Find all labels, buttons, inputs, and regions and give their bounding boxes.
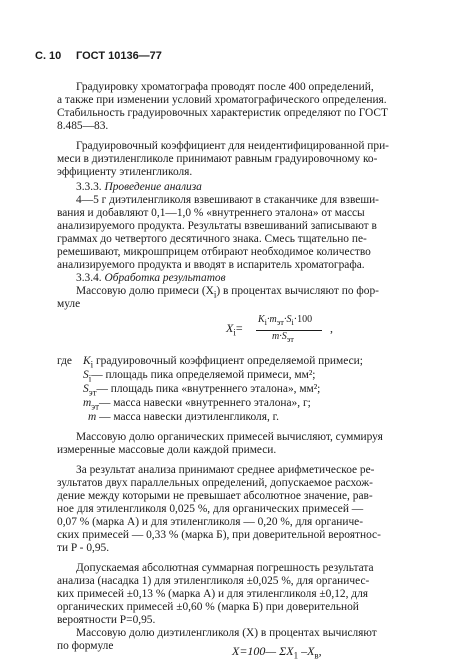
subscript: в <box>314 650 319 661</box>
subscript: эт <box>286 335 294 344</box>
formula-symbol: ·m <box>267 314 277 325</box>
where-word: где <box>57 355 72 367</box>
text-line: граммах до четвертого десятичного знака. Смесь тщательно пе- <box>57 233 367 245</box>
formula-eq: = <box>235 321 243 335</box>
page-number: С. 10 <box>35 50 62 62</box>
text-line: ских примесей — 0,33 % (марка Б), при доверительной вероятнос- <box>57 529 381 541</box>
where-row <box>83 397 311 411</box>
formula-diethyleneglycol <box>232 644 322 660</box>
text-line: вероятности P=0,95. <box>57 614 156 626</box>
subscript: i <box>233 327 236 338</box>
where-row <box>83 383 320 397</box>
text-line: За результат анализа принимают среднее арифметическое ре- <box>76 464 375 476</box>
formula-expression: –X <box>298 644 315 658</box>
where-description: — площадь пика определяемой примеси, мм²; <box>91 369 316 381</box>
text-line: органических примесей ±0,60 % (марка Б) при доверительной <box>57 601 359 613</box>
text-line: меси в диэтиленгликоле принимают равным градуировочному ко- <box>57 153 378 165</box>
text-line: зультатов двух параллельных определений, допускаемое расхож- <box>57 477 373 489</box>
subscript: i <box>264 318 267 327</box>
formula-symbol: m·S <box>272 331 287 342</box>
text-line: эффициенту этиленгликоля. <box>57 166 193 178</box>
section-title: Проведение анализа <box>104 181 202 193</box>
where-symbol: K <box>83 355 91 367</box>
subscript: 1 <box>293 650 299 661</box>
text-line: ти P - 0,95. <box>57 542 110 554</box>
subscript: эт <box>88 387 97 398</box>
where-description: — масса навески диэтиленгликоля, г. <box>96 411 279 423</box>
text-line: ремешивают, микрошприцем отбирают необходимое количество <box>57 246 371 258</box>
where-symbol: S <box>83 369 89 381</box>
text-line: Массовую долю органических примесей вычисляют, суммируя <box>76 431 383 443</box>
text-line: измеренные массовые доли каждой примеси. <box>57 444 277 456</box>
text-line: а также при изменении условий хроматографического определения. <box>57 94 387 106</box>
formula-tail: , <box>330 321 333 335</box>
formula-numerator <box>258 315 312 328</box>
text-line: Градуировочный коэффициент для неидентифицированной при- <box>76 140 389 152</box>
where-symbol: S <box>83 383 89 395</box>
subscript: i <box>88 373 92 384</box>
where-description: градуировочный коэффициент определяемой примеси; <box>93 355 363 367</box>
standard-code: ГОСТ 10136—77 <box>76 50 162 62</box>
where-row <box>83 369 315 383</box>
formula-lhs <box>226 321 243 337</box>
subscript: эт <box>91 401 100 412</box>
text-line: 8.485—83. <box>57 120 109 132</box>
text-line: анализа (насадка 1) для этиленгликоля ±0,025 %, для органичес- <box>57 575 370 587</box>
formula-symbol: X <box>226 321 234 335</box>
text-line: анализируемого продукта и вводят в испаритель хроматографа. <box>57 259 365 271</box>
text-fragment: ) в процентах вычисляют по фор- <box>216 285 379 297</box>
subscript: i <box>213 289 217 300</box>
formula-symbol: K <box>258 314 265 325</box>
subscript: i <box>291 318 294 327</box>
subscript: i <box>90 359 94 370</box>
text-line: ких примесей ±0,13 % (марка А) и для этиленгликоля ±0,12, для <box>57 588 369 600</box>
text-line: вания и добавляют 0,1—1,0 % «внутреннего эталона» от массы <box>57 207 365 219</box>
formula-symbol: ·S <box>283 314 292 325</box>
where-row <box>88 411 279 424</box>
formula-denominator <box>272 332 294 345</box>
fraction-bar <box>256 330 322 331</box>
where-description: — масса навески «внутреннего эталона», г; <box>99 397 311 409</box>
where-description: — площадь пика «внутреннего эталона», мм²; <box>96 383 321 395</box>
section-number <box>76 272 226 285</box>
section-number-text: 3.3.3. <box>76 181 102 193</box>
text-fragment: Массовую долю примеси (X <box>76 285 214 297</box>
where-row <box>83 355 363 369</box>
section-number <box>76 181 202 194</box>
text-line: муле <box>57 298 81 310</box>
formula-tail: , <box>318 644 322 658</box>
subscript: эт <box>276 318 284 327</box>
text-line: 4—5 г диэтиленгликоля взвешивают в стаканчике для взвеши- <box>76 194 379 206</box>
text-line: Стабильность градуировочных характеристик определяют по ГОСТ <box>57 107 388 119</box>
text-line: по формуле <box>57 640 114 652</box>
section-number-text: 3.3.4. <box>76 272 102 284</box>
where-symbol: m <box>88 411 97 423</box>
formula-number: ·100 <box>293 314 313 325</box>
where-symbol: m <box>83 397 92 409</box>
section-title: Обработка результатов <box>104 272 226 284</box>
text-line <box>76 285 379 299</box>
text-line: 0,07 % (марка А) и для этиленгликоля — 0,20 %, для органиче- <box>57 516 364 528</box>
formula-expression: X=100— ΣX <box>232 644 294 658</box>
text-line: дение между которыми не превышает абсолютное значение, рав- <box>57 490 373 502</box>
text-line: Градуировку хроматографа проводят после 400 определений, <box>76 81 374 93</box>
text-line: Массовую долю диэтиленгликоля (X) в процентах вычисляют <box>76 627 377 639</box>
text-line: Допускаемая абсолютная суммарная погрешность результата <box>76 562 374 574</box>
text-line: ное для этиленгликоля 0,025 %, для органических примесей — <box>57 503 364 515</box>
text-line: анализируемого продукта. Результаты взвешиваний записывают в <box>57 220 377 232</box>
